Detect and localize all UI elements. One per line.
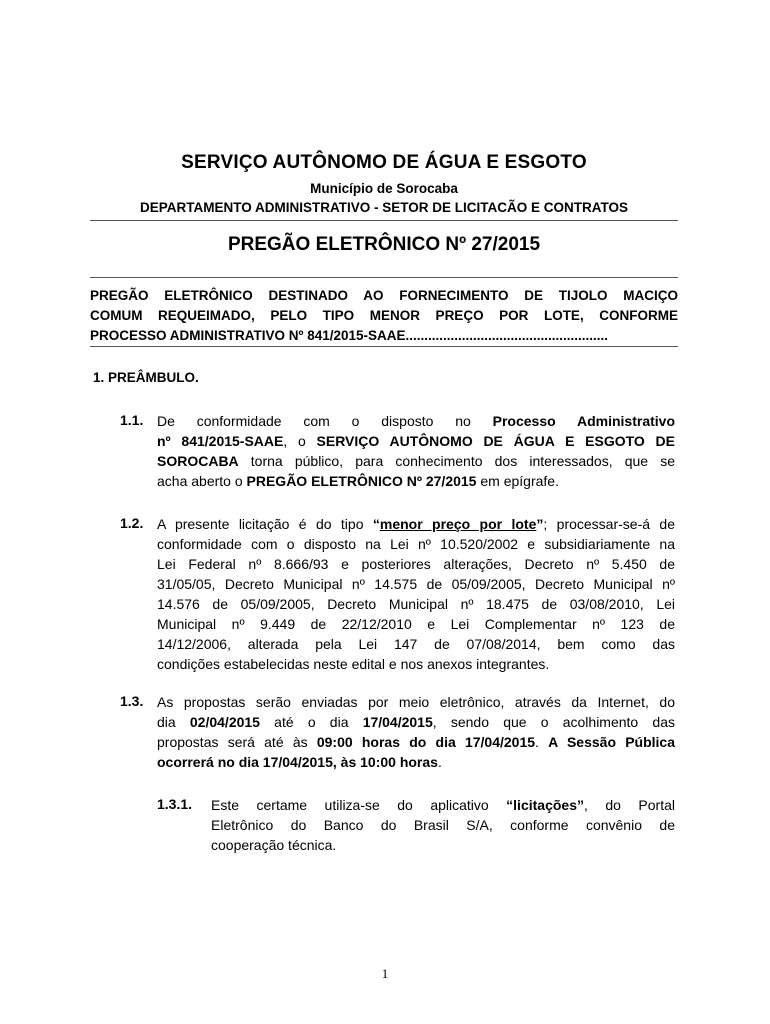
subject-divider	[90, 346, 678, 347]
paragraph-line: A presente licitação é do tipo “menor preço por lote”; processar-se-á de	[157, 516, 675, 532]
paragraph-line: condições estabelecidas neste edital e nos anexos integrantes.	[157, 656, 550, 672]
paragraph-line: dia 02/04/2015 até o dia 17/04/2015, sendo que o acolhimento das	[157, 714, 675, 730]
title-divider	[90, 277, 678, 278]
paragraph-line: Este certame utiliza-se do aplicativo “licitações”, do Portal	[211, 797, 675, 813]
paragraph-1-3	[157, 692, 675, 772]
paragraph-line: conformidade com o disposto na Lei nº 10.520/2002 e subsidiariamente na	[157, 536, 675, 552]
paragraph-line: SOROCABA torna público, para conhecimento dos interessados, que se	[157, 453, 675, 469]
item-number: 1.2.	[120, 515, 144, 531]
paragraph-line: propostas será até às 09:00 horas do dia 17/04/2015. A Sessão Pública	[157, 734, 676, 750]
municipality-line: Município de Sorocaba	[310, 181, 458, 196]
paragraph-line: Municipal nº 9.449 de 22/12/2010 e Lei Complementar nº 123 de	[157, 616, 675, 632]
paragraph-line: cooperação técnica.	[211, 837, 337, 853]
item-number: 1.3.	[120, 693, 144, 709]
paragraph-line: nº 841/2015-SAAE, o SERVIÇO AUTÔNOMO DE ÁGUA E ESGOTO DE	[157, 433, 675, 449]
subject-line: PREGÃO ELETRÔNICO DESTINADO AO FORNECIMENTO DE TIJOLO MACIÇO	[90, 288, 678, 303]
subject-line: COMUM REQUEIMADO, PELO TIPO MENOR PREÇO POR LOTE, CONFORME	[90, 308, 678, 323]
header-divider	[90, 220, 678, 221]
department-line: DEPARTAMENTO ADMINISTRATIVO - SETOR DE LICITACÃO E CONTRATOS	[139, 200, 628, 215]
paragraph-line: De conformidade com o disposto no Processo Administrativo	[157, 413, 675, 429]
paragraph-line: 14/12/2006, alterada pela Lei 147 de 07/08/2014, bem como das	[157, 636, 675, 652]
document-title: PREGÃO ELETRÔNICO Nº 27/2015	[227, 234, 541, 255]
paragraph-line: acha aberto o PREGÃO ELETRÔNICO Nº 27/2015 em epígrafe.	[157, 473, 559, 489]
paragraph-line: 31/05/05, Decreto Municipal nº 14.575 de 05/09/2005, Decreto Municipal nº	[157, 576, 675, 592]
paragraph-1-3-1	[211, 795, 675, 855]
item-number: 1.3.1.	[157, 796, 193, 812]
paragraph-line: 14.576 de 05/09/2005, Decreto Municipal nº 18.475 de 03/08/2010, Lei	[157, 596, 675, 612]
page-number: 1	[381, 966, 389, 981]
paragraph-line: Lei Federal nº 8.666/93 e posteriores alterações, Decreto nº 5.450 de	[157, 556, 675, 572]
paragraph-1-2	[157, 514, 675, 674]
section-heading-preambulo: 1. PREÂMBULO.	[93, 370, 199, 385]
paragraph-line: ocorrerá no dia 17/04/2015, às 10:00 horas.	[157, 754, 442, 770]
organization-title: SERVIÇO AUTÔNOMO DE ÁGUA E ESGOTO	[181, 152, 587, 173]
paragraph-1-1	[157, 411, 675, 491]
subject-line: PROCESSO ADMINISTRATIVO Nº 841/2015-SAAE......................................................	[90, 328, 609, 343]
paragraph-line: Eletrônico do Banco do Brasil S/A, conforme convênio de	[211, 817, 675, 833]
paragraph-line: As propostas serão enviadas por meio eletrônico, através da Internet, do	[157, 694, 675, 710]
item-number: 1.1.	[120, 412, 144, 428]
subject-block	[90, 286, 678, 346]
